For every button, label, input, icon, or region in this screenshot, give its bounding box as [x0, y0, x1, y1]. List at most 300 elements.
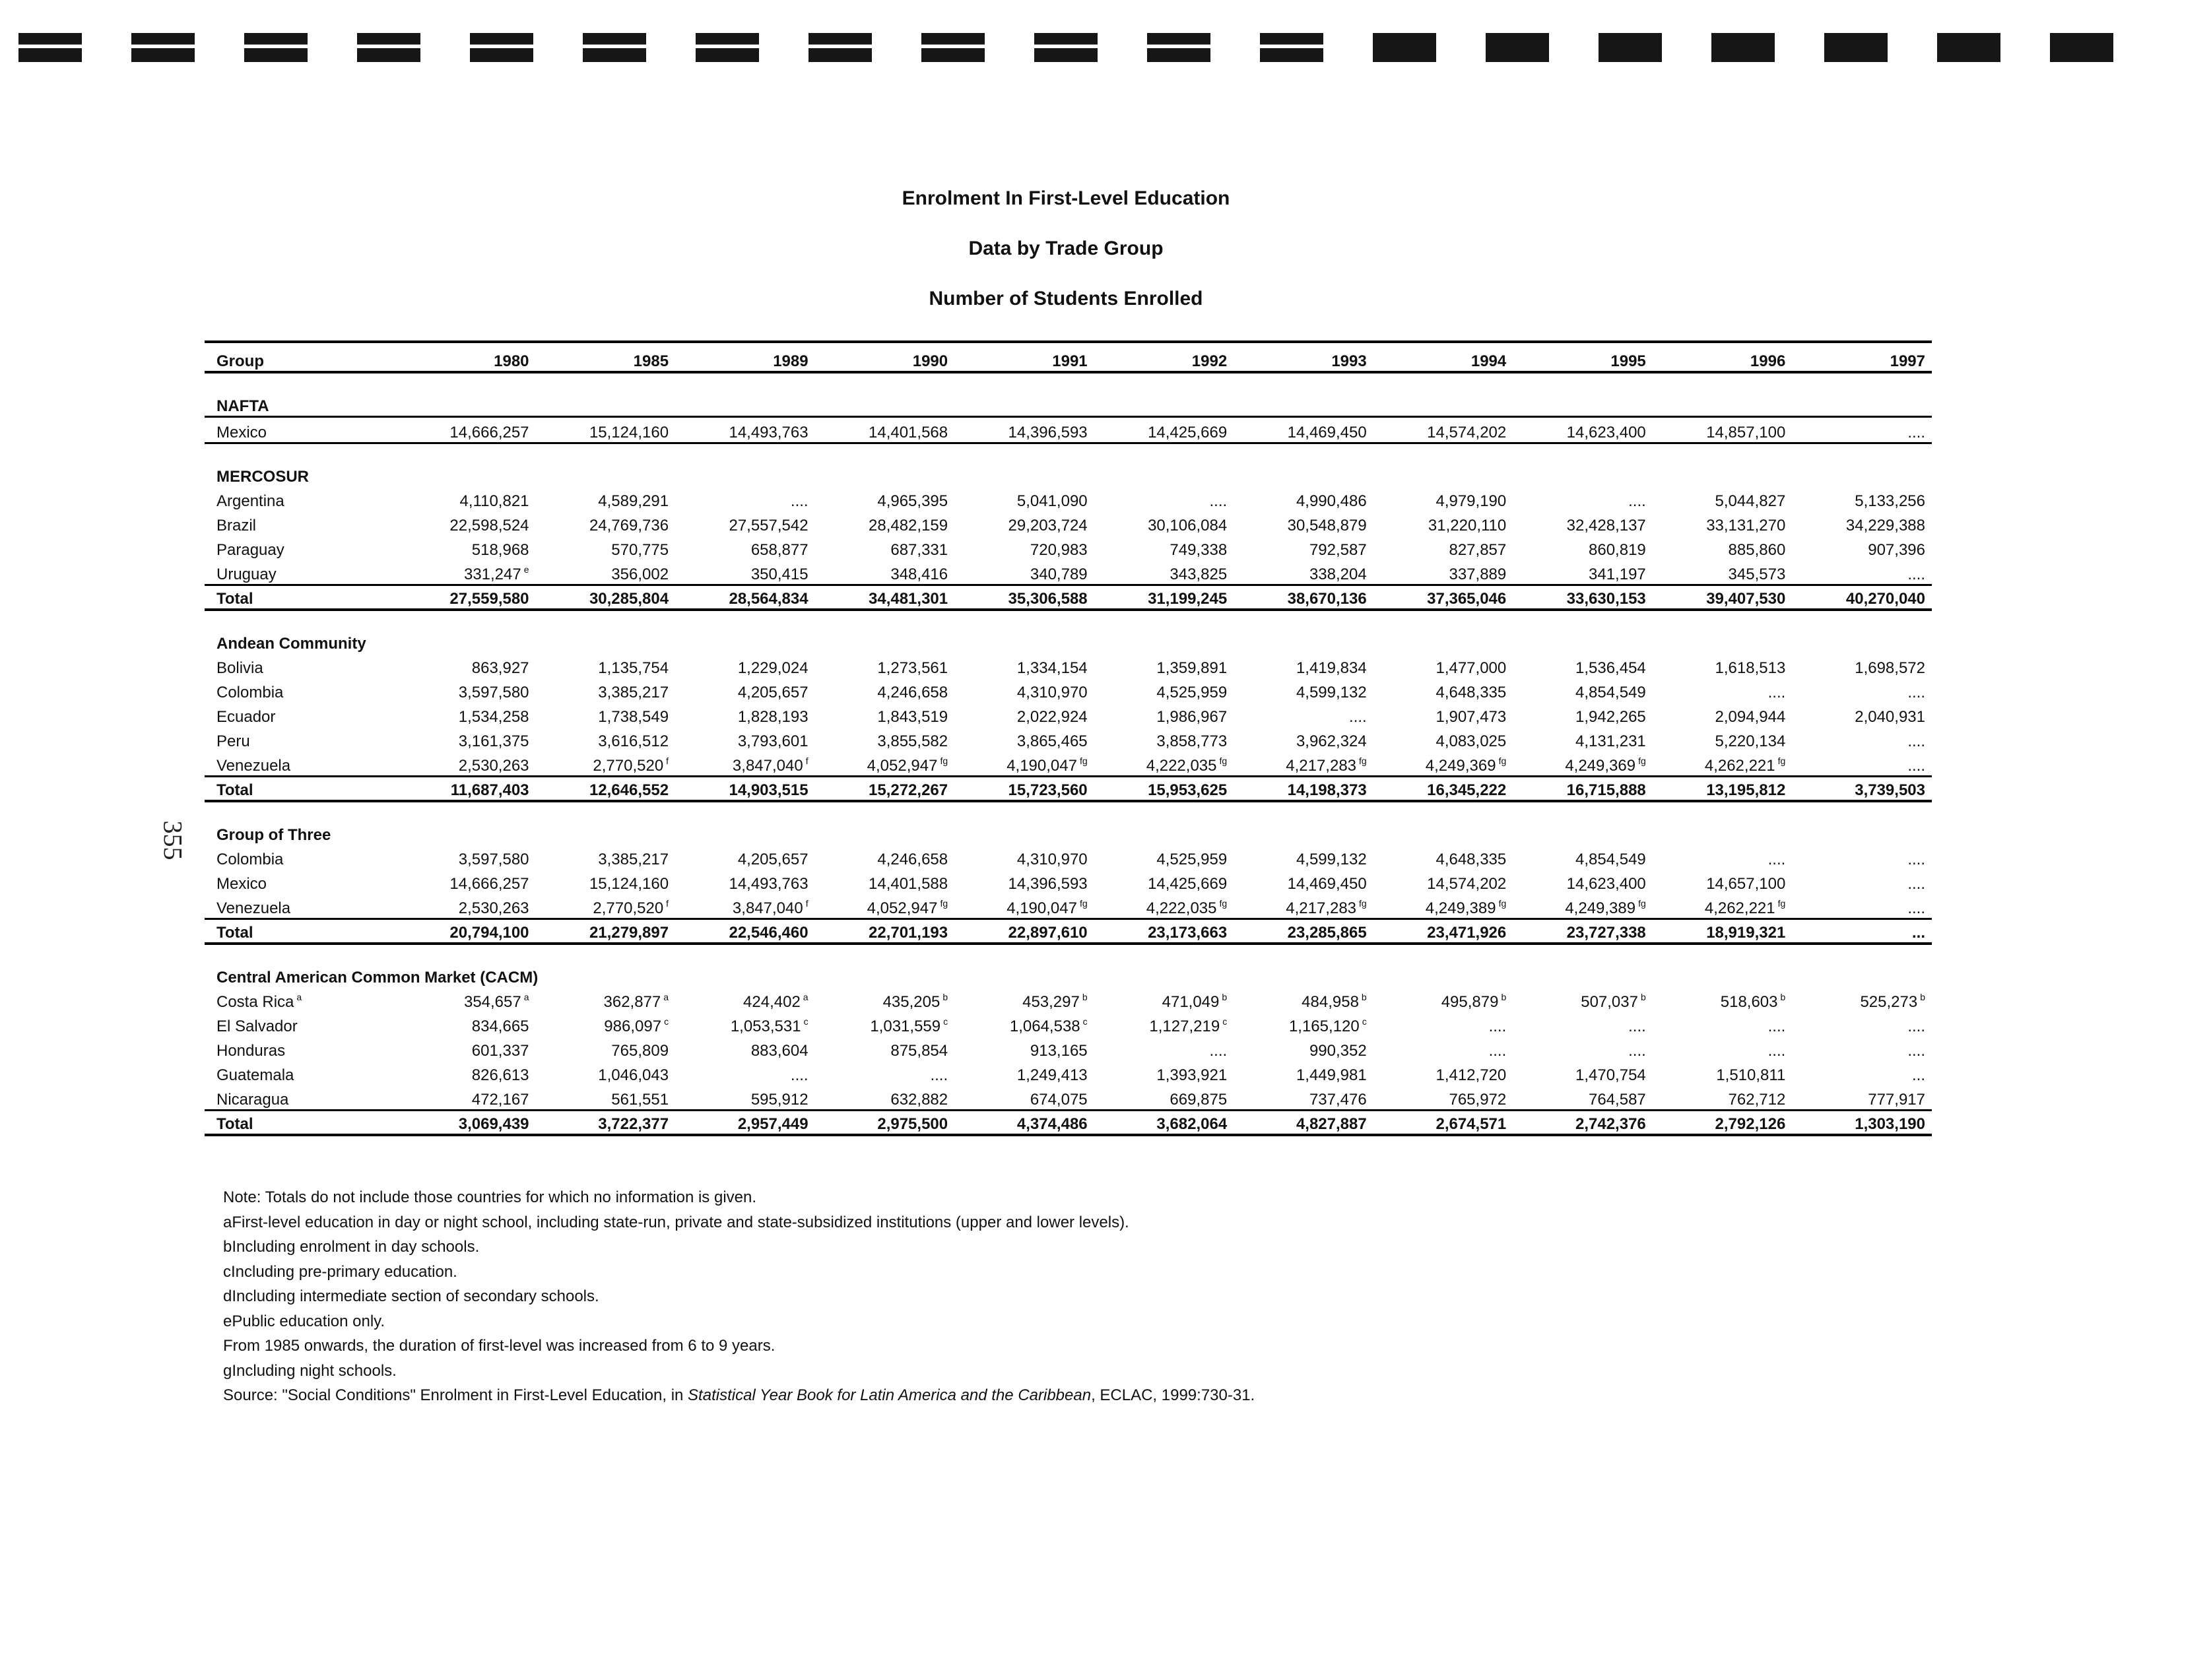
data-cell — [396, 535, 536, 560]
data-cell — [954, 417, 1094, 443]
data-cell — [954, 486, 1094, 511]
column-header-year: 1980 — [396, 342, 536, 372]
cell-value: 4,854,549 — [1575, 851, 1646, 868]
cell-value: 827,857 — [1449, 541, 1507, 559]
data-cell — [1373, 511, 1513, 535]
cell-value: .... — [1907, 757, 1925, 775]
column-header-year: 1995 — [1513, 342, 1653, 372]
enrolment-table-container — [205, 340, 1932, 1136]
cell-value: 674,075 — [1030, 1091, 1088, 1109]
total-cell: 34,481,301 — [815, 585, 955, 610]
cell-value: 1,273,561 — [877, 659, 948, 677]
row-label — [205, 869, 396, 893]
cell-value: 3,865,465 — [1016, 732, 1088, 750]
row-label — [205, 535, 396, 560]
data-cell — [815, 678, 955, 702]
binder-mark — [808, 33, 872, 62]
table-row — [205, 702, 1932, 727]
data-cell — [675, 702, 815, 727]
table-row — [205, 560, 1932, 585]
data-cell — [1513, 751, 1653, 777]
binder-holes — [18, 33, 2170, 65]
spacer-cell — [205, 610, 1932, 630]
cell-value: 348,416 — [890, 565, 948, 583]
table-row — [205, 987, 1932, 1012]
data-cell — [1094, 845, 1234, 869]
cell-value: 27,557,542 — [729, 517, 808, 534]
data-cell — [1513, 535, 1653, 560]
data-cell — [815, 653, 955, 678]
cell-value: 1,986,967 — [1156, 708, 1228, 726]
footnote-marker: f — [666, 898, 669, 909]
cell-value: 885,860 — [1728, 541, 1786, 559]
section-heading: NAFTA — [216, 397, 269, 415]
spacer-cell — [205, 372, 1932, 392]
total-cell: 35,306,588 — [954, 585, 1094, 610]
cell-value: 3,847,040 — [732, 757, 803, 775]
data-cell — [675, 653, 815, 678]
cell-value: 3,161,375 — [458, 732, 529, 750]
data-cell — [1792, 845, 1932, 869]
cell-value: 3,597,580 — [458, 851, 529, 868]
data-cell — [536, 751, 676, 777]
country-name: Colombia — [216, 684, 284, 701]
row-label — [205, 702, 396, 727]
cell-value: 658,877 — [750, 541, 808, 559]
total-cell: 23,173,663 — [1094, 919, 1234, 944]
data-cell — [1792, 511, 1932, 535]
footnotes — [223, 1185, 1255, 1408]
data-cell — [1094, 535, 1234, 560]
cell-value: 472,167 — [471, 1091, 529, 1109]
cell-value: 1,843,519 — [877, 708, 948, 726]
table-row — [205, 678, 1932, 702]
cell-value: 4,854,549 — [1575, 684, 1646, 701]
data-cell — [1792, 486, 1932, 511]
footnote-marker: c — [1222, 1016, 1228, 1027]
cell-value: 1,477,000 — [1436, 659, 1507, 677]
table-body — [205, 372, 1932, 1135]
cell-value: 986,097 — [604, 1018, 662, 1035]
footnote-line: dIncluding intermediate section of secondary schools. — [223, 1287, 599, 1305]
cell-value: 3,793,601 — [737, 732, 808, 750]
total-label: Total — [205, 585, 396, 610]
data-cell — [1373, 678, 1513, 702]
cell-value: 14,493,763 — [729, 875, 808, 893]
data-cell — [1653, 1012, 1793, 1036]
cell-value: 2,530,263 — [458, 899, 529, 917]
footnote-marker: fg — [1777, 756, 1786, 766]
data-cell — [536, 869, 676, 893]
cell-value: 1,419,834 — [1296, 659, 1367, 677]
footnote-marker: fg — [1359, 756, 1367, 766]
cell-value: 3,858,773 — [1156, 732, 1228, 750]
cell-value: 3,385,217 — [598, 684, 669, 701]
data-cell — [1094, 1060, 1234, 1085]
cell-value: 3,385,217 — [598, 851, 669, 868]
data-cell — [675, 678, 815, 702]
cell-value: 826,613 — [471, 1066, 529, 1084]
footnote-marker: fg — [1638, 756, 1646, 766]
data-cell — [675, 560, 815, 585]
cell-value: 4,262,221 — [1704, 899, 1775, 917]
binder-mark — [1937, 33, 2000, 62]
data-cell — [1094, 1012, 1234, 1036]
data-cell — [954, 1085, 1094, 1111]
column-header-year: 1994 — [1373, 342, 1513, 372]
cell-value: 14,666,257 — [449, 424, 529, 441]
cell-value: 14,657,100 — [1706, 875, 1786, 893]
total-cell: 39,407,530 — [1653, 585, 1793, 610]
total-cell: 13,195,812 — [1653, 777, 1793, 802]
cell-value: 860,819 — [1589, 541, 1646, 559]
total-cell: 14,903,515 — [675, 777, 815, 802]
data-cell — [1234, 1085, 1373, 1111]
cell-value: 4,217,283 — [1286, 899, 1357, 917]
data-cell — [1792, 417, 1932, 443]
data-cell — [815, 845, 955, 869]
total-cell: 3,722,377 — [536, 1111, 676, 1136]
data-cell — [536, 535, 676, 560]
total-row — [205, 585, 1932, 610]
data-cell — [396, 678, 536, 702]
cell-value: 1,249,413 — [1016, 1066, 1088, 1084]
cell-value: 2,040,931 — [1855, 708, 1925, 726]
cell-value: .... — [790, 1066, 808, 1084]
cell-value: 1,470,754 — [1575, 1066, 1646, 1084]
footnote-marker: c — [943, 1016, 948, 1027]
total-row — [205, 1111, 1932, 1136]
binder-mark — [696, 33, 759, 62]
cell-value: 1,165,120 — [1288, 1018, 1360, 1035]
row-label — [205, 486, 396, 511]
cell-value: 4,990,486 — [1296, 492, 1367, 510]
total-cell: 11,687,403 — [396, 777, 536, 802]
country-name: Nicaragua — [216, 1091, 289, 1109]
footnote-line: ePublic education only. — [223, 1312, 385, 1330]
cell-value: 4,246,658 — [877, 684, 948, 701]
data-cell — [1653, 535, 1793, 560]
cell-value: 1,031,559 — [870, 1018, 941, 1035]
total-cell: 12,646,552 — [536, 777, 676, 802]
cell-value: 4,262,221 — [1704, 757, 1775, 775]
footnote-marker: b — [1920, 992, 1925, 1002]
cell-value: 3,855,582 — [877, 732, 948, 750]
cell-value: 4,249,369 — [1425, 757, 1496, 775]
cell-value: 495,879 — [1441, 993, 1499, 1011]
cell-value: 337,889 — [1449, 565, 1507, 583]
cell-value: 737,476 — [1309, 1091, 1367, 1109]
cell-value: 3,597,580 — [458, 684, 529, 701]
footnote-marker: b — [1640, 992, 1646, 1002]
cell-value: 632,882 — [890, 1091, 948, 1109]
cell-value: 913,165 — [1030, 1042, 1088, 1060]
cell-value: 4,052,947 — [867, 757, 938, 775]
data-cell — [815, 1012, 955, 1036]
cell-value: .... — [1907, 1018, 1925, 1035]
cell-value: 4,246,658 — [877, 851, 948, 868]
data-cell — [536, 486, 676, 511]
cell-value: 4,648,335 — [1436, 851, 1507, 868]
cell-value: 31,220,110 — [1428, 517, 1507, 534]
cell-value: 3,962,324 — [1296, 732, 1367, 750]
data-cell — [536, 1060, 676, 1085]
data-cell — [1653, 678, 1793, 702]
data-cell — [536, 511, 676, 535]
data-cell — [1513, 417, 1653, 443]
cell-value: 5,133,256 — [1855, 492, 1925, 510]
cell-value: .... — [1907, 684, 1925, 701]
section-row — [205, 630, 1932, 653]
cell-value: .... — [1767, 851, 1786, 868]
data-cell — [675, 751, 815, 777]
data-cell — [1792, 987, 1932, 1012]
data-cell — [1234, 486, 1373, 511]
row-label — [205, 845, 396, 869]
data-cell — [954, 535, 1094, 560]
source-title: Statistical Year Book for Latin America and the Caribbean — [688, 1386, 1092, 1404]
footnote-marker: f — [666, 756, 669, 766]
footnote-marker: fg — [1079, 756, 1088, 766]
data-cell — [1373, 702, 1513, 727]
page-title: Enrolment In First-Level Education — [902, 187, 1230, 209]
cell-value: .... — [1907, 1042, 1925, 1060]
cell-value: 14,469,450 — [1287, 424, 1367, 441]
data-cell — [1234, 1036, 1373, 1060]
cell-value: 4,965,395 — [877, 492, 948, 510]
cell-value: 765,972 — [1449, 1091, 1507, 1109]
cell-value: 2,770,520 — [593, 757, 664, 775]
cell-value: .... — [1628, 492, 1646, 510]
cell-value: 14,396,593 — [1008, 875, 1088, 893]
data-cell — [1373, 1012, 1513, 1036]
data-cell — [1792, 1036, 1932, 1060]
country-name: Paraguay — [216, 541, 284, 559]
data-cell — [1094, 751, 1234, 777]
footnote-marker: c — [664, 1016, 669, 1027]
total-cell: 15,272,267 — [815, 777, 955, 802]
data-cell — [954, 1036, 1094, 1060]
column-header-year: 1996 — [1653, 342, 1793, 372]
source-suffix: , ECLAC, 1999:730-31. — [1091, 1386, 1255, 1404]
data-cell — [1513, 560, 1653, 585]
data-cell — [1792, 1060, 1932, 1085]
page-number: 355 — [158, 820, 188, 860]
cell-value: 345,573 — [1728, 565, 1786, 583]
column-header-year: 1989 — [675, 342, 815, 372]
cell-value: 2,770,520 — [593, 899, 664, 917]
data-cell — [675, 845, 815, 869]
data-cell — [1234, 653, 1373, 678]
total-cell: 2,957,449 — [675, 1111, 815, 1136]
data-cell — [1373, 1060, 1513, 1085]
cell-value: 4,190,047 — [1006, 899, 1077, 917]
footnote-marker: e — [523, 564, 529, 575]
country-name: Ecuador — [216, 708, 276, 726]
data-cell — [1373, 486, 1513, 511]
cell-value: 14,425,669 — [1148, 424, 1228, 441]
data-cell — [536, 560, 676, 585]
country-name: Bolivia — [216, 659, 263, 677]
cell-value: 340,789 — [1030, 565, 1088, 583]
cell-value: 2,530,263 — [458, 757, 529, 775]
cell-value: 4,249,369 — [1565, 757, 1636, 775]
cell-value: 484,958 — [1302, 993, 1359, 1011]
table-row — [205, 1012, 1932, 1036]
country-name: Mexico — [216, 424, 267, 441]
data-cell — [1513, 511, 1653, 535]
cell-value: 30,106,084 — [1148, 517, 1228, 534]
footnote-marker: fg — [1219, 756, 1228, 766]
cell-value: 362,877 — [603, 993, 661, 1011]
data-cell — [536, 727, 676, 751]
cell-value: 4,599,132 — [1296, 851, 1367, 868]
data-cell — [1234, 535, 1373, 560]
cell-value: 3,847,040 — [732, 899, 803, 917]
cell-value: 5,041,090 — [1016, 492, 1088, 510]
table-row — [205, 511, 1932, 535]
cell-value: 2,094,944 — [1715, 708, 1786, 726]
data-cell — [675, 1085, 815, 1111]
data-cell — [1234, 1060, 1373, 1085]
data-cell — [1653, 727, 1793, 751]
cell-value: 22,598,524 — [449, 517, 529, 534]
total-cell: 16,715,888 — [1513, 777, 1653, 802]
total-cell: 22,897,610 — [954, 919, 1094, 944]
cell-value: 863,927 — [471, 659, 529, 677]
cell-value: 4,979,190 — [1436, 492, 1507, 510]
cell-value: .... — [1907, 851, 1925, 868]
spacer-row — [205, 801, 1932, 821]
cell-value: 1,449,981 — [1296, 1066, 1367, 1084]
data-cell — [815, 893, 955, 919]
data-cell — [396, 511, 536, 535]
data-cell — [396, 417, 536, 443]
data-cell — [1373, 751, 1513, 777]
cell-value: 1,738,549 — [598, 708, 669, 726]
total-cell: 2,674,571 — [1373, 1111, 1513, 1136]
total-cell: 22,546,460 — [675, 919, 815, 944]
data-cell — [1234, 560, 1373, 585]
total-cell: 16,345,222 — [1373, 777, 1513, 802]
country-name: Mexico — [216, 875, 267, 893]
data-cell — [1234, 893, 1373, 919]
data-cell — [1792, 560, 1932, 585]
cell-value: 792,587 — [1309, 541, 1367, 559]
country-name: Honduras — [216, 1042, 286, 1060]
cell-value: 1,053,531 — [730, 1018, 801, 1035]
section-heading: Andean Community — [216, 635, 366, 653]
cell-value: 14,425,669 — [1148, 875, 1228, 893]
row-label — [205, 1012, 396, 1036]
data-cell — [396, 560, 536, 585]
column-header-year: 1991 — [954, 342, 1094, 372]
data-cell — [536, 1036, 676, 1060]
total-cell: 3,739,503 — [1792, 777, 1932, 802]
footnote-marker: a — [663, 992, 669, 1002]
cell-value: 435,205 — [882, 993, 940, 1011]
data-cell — [1234, 751, 1373, 777]
cell-value: .... — [1907, 565, 1925, 583]
cell-value: 1,046,043 — [598, 1066, 669, 1084]
row-label — [205, 417, 396, 443]
section-heading: Central American Common Market (CACM) — [216, 969, 539, 986]
data-cell — [536, 653, 676, 678]
footnote-marker: b — [1780, 992, 1786, 1002]
data-cell — [1094, 1085, 1234, 1111]
data-cell — [675, 535, 815, 560]
data-cell — [1094, 727, 1234, 751]
total-cell: 2,792,126 — [1653, 1111, 1793, 1136]
data-cell — [396, 1012, 536, 1036]
data-cell — [815, 869, 955, 893]
row-label — [205, 1036, 396, 1060]
cell-value: 749,338 — [1170, 541, 1228, 559]
cell-value: 883,604 — [750, 1042, 808, 1060]
data-cell — [396, 653, 536, 678]
column-header-year: 1990 — [815, 342, 955, 372]
cell-value: .... — [1907, 424, 1925, 441]
data-cell — [1653, 1036, 1793, 1060]
total-cell: 2,742,376 — [1513, 1111, 1653, 1136]
data-cell — [1513, 893, 1653, 919]
spacer-row — [205, 372, 1932, 392]
section-row — [205, 963, 1932, 987]
data-cell — [815, 535, 955, 560]
data-cell — [1373, 653, 1513, 678]
data-cell — [1094, 511, 1234, 535]
data-cell — [1373, 845, 1513, 869]
footnote-marker: fg — [1498, 898, 1507, 909]
footnote-marker: fg — [1079, 898, 1088, 909]
total-cell: 4,374,486 — [954, 1111, 1094, 1136]
data-cell — [1513, 727, 1653, 751]
total-cell: 20,794,100 — [396, 919, 536, 944]
data-cell — [675, 511, 815, 535]
total-row — [205, 777, 1932, 802]
section-row — [205, 463, 1932, 486]
data-cell — [1653, 486, 1793, 511]
cell-value: 14,396,593 — [1008, 424, 1088, 441]
data-cell — [396, 845, 536, 869]
cell-value: 4,249,389 — [1565, 899, 1636, 917]
section-heading: MERCOSUR — [216, 468, 310, 486]
cell-value: 4,589,291 — [598, 492, 669, 510]
country-name: Venezuela — [216, 757, 291, 775]
table-row — [205, 1036, 1932, 1060]
cell-value: 24,769,736 — [589, 517, 669, 534]
data-cell — [675, 1060, 815, 1085]
cell-value: 4,110,821 — [459, 492, 529, 510]
data-cell — [1653, 1085, 1793, 1111]
binder-mark — [1147, 33, 1210, 62]
country-name: Uruguay — [216, 565, 277, 583]
cell-value: 4,310,970 — [1016, 851, 1088, 868]
data-cell — [1373, 987, 1513, 1012]
cell-value: 4,222,035 — [1146, 899, 1217, 917]
data-cell — [536, 1012, 676, 1036]
footnote-marker: a — [296, 992, 302, 1002]
data-cell — [1792, 751, 1932, 777]
cell-value: 14,666,257 — [449, 875, 529, 893]
data-cell — [396, 1060, 536, 1085]
data-cell — [396, 702, 536, 727]
cell-value: 518,603 — [1720, 993, 1778, 1011]
data-cell — [954, 678, 1094, 702]
cell-value: 4,205,657 — [737, 851, 808, 868]
table-row — [205, 893, 1932, 919]
data-cell — [1792, 1085, 1932, 1111]
